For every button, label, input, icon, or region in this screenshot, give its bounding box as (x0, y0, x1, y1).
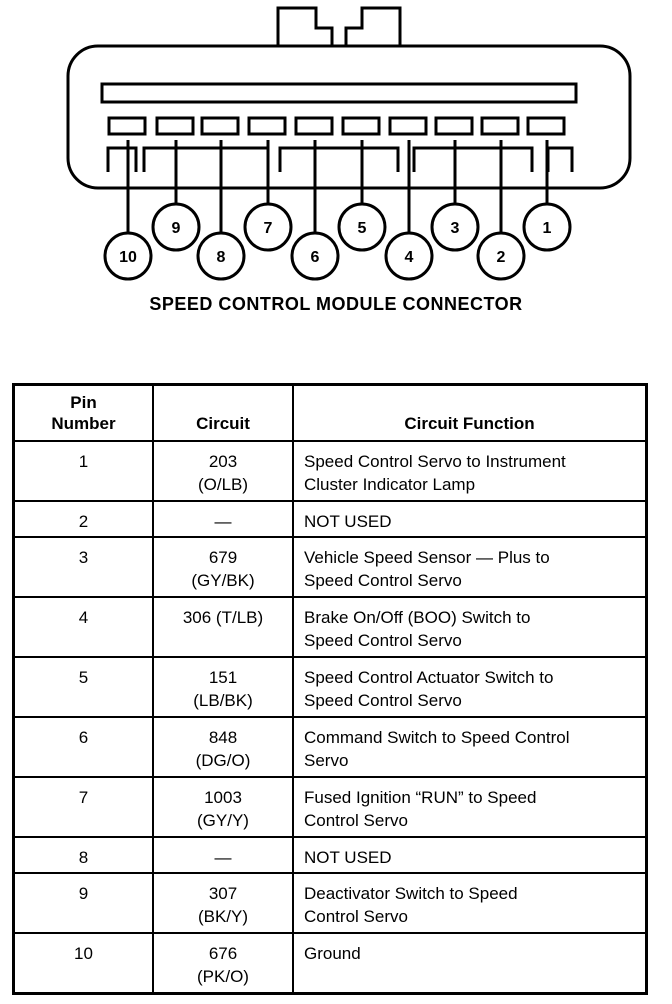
header-pin-line1: Pin (70, 392, 97, 412)
connector-latch-right (346, 8, 400, 46)
cell-pin-number: 4 (14, 597, 154, 657)
terminal-slot (343, 118, 379, 134)
cell-circuit (153, 873, 293, 933)
table-row (14, 717, 647, 777)
cell-circuit (153, 597, 293, 657)
pin-table (12, 383, 648, 995)
diagram-title: SPEED CONTROL MODULE CONNECTOR (149, 294, 523, 314)
cell-circuit (153, 441, 293, 501)
cell-circuit (153, 933, 293, 993)
function-text: Fused Ignition “RUN” to Speed (304, 788, 537, 808)
circuit-text: 679 (208, 547, 238, 567)
connector-latch-left (278, 8, 332, 46)
cell-circuit-function (293, 933, 647, 993)
terminal-slot (157, 118, 193, 134)
cell-circuit (153, 777, 293, 837)
header-circuit: Circuit (153, 385, 293, 441)
table-row (14, 933, 647, 993)
table-row (14, 441, 647, 501)
function-text: Cluster Indicator Lamp (304, 474, 476, 494)
cell-circuit-function (293, 597, 647, 657)
cell-pin-number: 9 (14, 873, 154, 933)
table-row (14, 657, 647, 717)
header-pin-number (14, 385, 154, 441)
cell-pin-number: 10 (14, 933, 154, 993)
function-text: Vehicle Speed Sensor — Plus to (304, 547, 550, 567)
pin-number-label: 4 (404, 249, 414, 266)
circuit-text: 1003 (204, 788, 242, 808)
function-text: NOT USED (304, 511, 392, 531)
cell-pin-number: 1 (14, 441, 154, 501)
terminal-slot (249, 118, 285, 134)
table-row (14, 777, 647, 837)
terminal-slot (109, 118, 145, 134)
circuit-text: (GY/Y) (197, 811, 249, 831)
terminal-slot (482, 118, 518, 134)
circuit-text: — (214, 848, 232, 868)
function-text: Speed Control Servo (304, 690, 462, 710)
circuit-text: (PK/O) (197, 967, 249, 987)
circuit-text: (LB/BK) (193, 690, 253, 710)
function-text: Command Switch to Speed Control (304, 727, 570, 747)
circuit-text: (GY/BK) (191, 570, 255, 590)
circuit-text: — (214, 511, 232, 531)
function-text: Brake On/Off (BOO) Switch to (304, 607, 531, 627)
pin-number-label: 5 (357, 220, 367, 237)
table-row (14, 873, 647, 933)
terminal-slot (436, 118, 472, 134)
terminal-slot (202, 118, 238, 134)
circuit-text: 848 (208, 727, 238, 747)
table-row (14, 537, 647, 597)
pin-number-label: 7 (263, 220, 273, 237)
cell-circuit (153, 501, 293, 537)
header-pin-line2: Number (51, 413, 116, 433)
cell-pin-number: 7 (14, 777, 154, 837)
cell-pin-number: 2 (14, 501, 154, 537)
cell-circuit-function (293, 501, 647, 537)
cell-circuit (153, 837, 293, 873)
pin-number-label: 10 (119, 249, 137, 266)
cell-pin-number: 3 (14, 537, 154, 597)
terminal-slot (296, 118, 332, 134)
circuit-text: (BK/Y) (197, 907, 249, 927)
terminal-slot (390, 118, 426, 134)
table-row (14, 597, 647, 657)
cell-circuit-function (293, 873, 647, 933)
cell-circuit-function (293, 717, 647, 777)
cell-circuit-function (293, 837, 647, 873)
cell-circuit (153, 657, 293, 717)
circuit-text: (DG/O) (195, 750, 251, 770)
function-text: Servo (304, 750, 349, 770)
circuit-text: 151 (208, 667, 238, 687)
circuit-text: 203 (208, 451, 238, 471)
pin-number-label: 1 (542, 220, 552, 237)
circuit-text: 676 (208, 944, 238, 964)
pin-number-label: 6 (310, 249, 320, 266)
terminal-slot (528, 118, 564, 134)
cell-pin-number: 6 (14, 717, 154, 777)
function-text: NOT USED (304, 848, 392, 868)
cell-circuit-function (293, 777, 647, 837)
cell-circuit (153, 717, 293, 777)
table-row (14, 837, 647, 873)
table-row (14, 501, 647, 537)
pin-number-label: 9 (171, 220, 181, 237)
table-header-row (14, 385, 647, 441)
function-text: Deactivator Switch to Speed (304, 884, 518, 904)
function-text: Control Servo (304, 907, 408, 927)
cell-circuit-function (293, 537, 647, 597)
function-text: Ground (304, 944, 361, 964)
function-text: Speed Control Actuator Switch to (304, 667, 554, 687)
cell-circuit-function (293, 441, 647, 501)
cell-circuit (153, 537, 293, 597)
circuit-text: 307 (208, 884, 238, 904)
function-text: Control Servo (304, 811, 408, 831)
circuit-text: (O/LB) (197, 474, 249, 494)
cell-circuit-function (293, 657, 647, 717)
cell-pin-number: 5 (14, 657, 154, 717)
function-text: Speed Control Servo (304, 570, 462, 590)
pin-number-label: 3 (450, 220, 460, 237)
connector-diagram (0, 0, 672, 300)
pin-number-label: 2 (496, 249, 506, 266)
cell-pin-number: 8 (14, 837, 154, 873)
function-text: Speed Control Servo to Instrument (304, 451, 566, 471)
circuit-text: 306 (T/LB) (182, 607, 264, 627)
function-text: Speed Control Servo (304, 630, 462, 650)
pin-number-label: 8 (216, 249, 226, 266)
header-circuit-function: Circuit Function (293, 385, 647, 441)
connector-top-slot (102, 84, 576, 102)
